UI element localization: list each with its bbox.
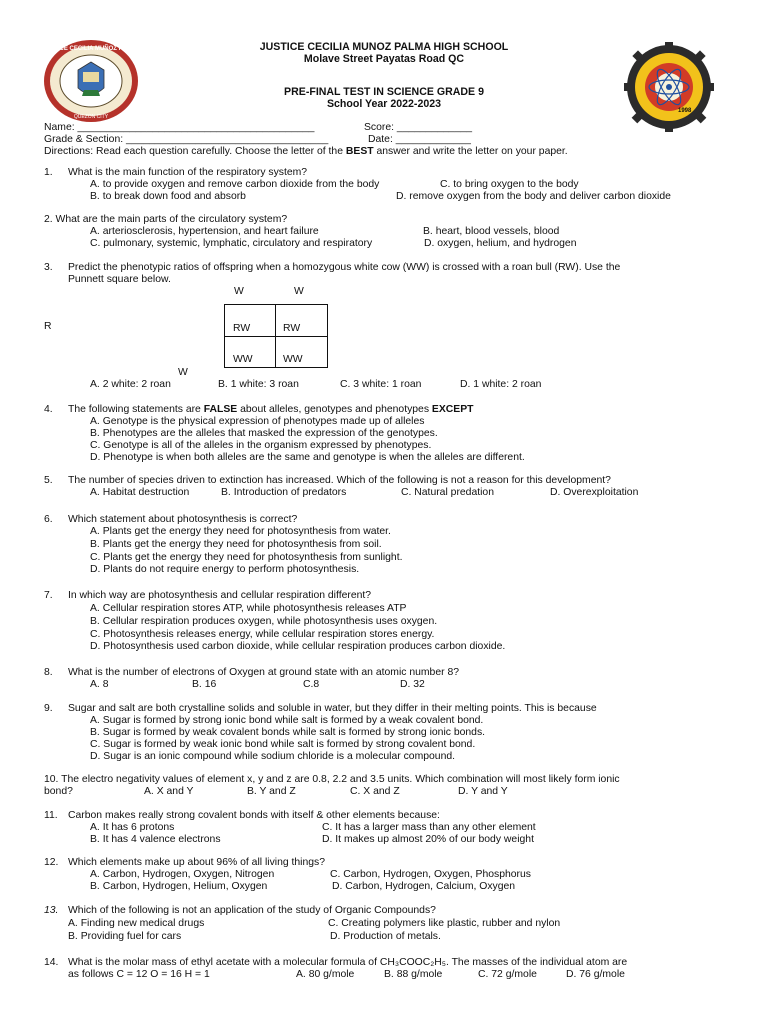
q11-option-b: B. It has 4 valence electrons (90, 834, 221, 845)
q10-question: 10. The electro negativity values of element x, y and z are 0.8, 2.2 and 3.5 units. Which combination will most likely form ionic (44, 774, 620, 785)
q9-option-c: C. Sugar is formed by weak ionic bond while salt is formed by strong covalent bond. (90, 739, 476, 750)
punnett-top-allele-2: W (294, 286, 304, 297)
q8-number: 8. (44, 667, 53, 678)
q3-number: 3. (44, 262, 53, 273)
q1-question: What is the main function of the respiratory system? (68, 167, 308, 178)
q8-option-d: D. 32 (400, 679, 425, 690)
q11-option-d: D. It makes up almost 20% of our body weight (322, 834, 534, 845)
q7-number: 7. (44, 590, 53, 601)
q14-question: What is the molar mass of ethyl acetate with a molecular formula of CH₃COOC₂H₅. The masses of the individual atom are (68, 957, 628, 968)
molecular-formula: CH₃COOC₂H₅ (379, 957, 446, 968)
q1-option-a: A. to provide oxygen and remove carbon dioxide from the body (90, 179, 380, 190)
q10-option-c: C. X and Z (350, 786, 400, 797)
q4-option-b: B. Phenotypes are the alleles that masked the expression of the genotypes. (90, 428, 438, 439)
q7-option-d: D. Photosynthesis used carbon dioxide, while cellular respiration produces carbon dioxide. (90, 641, 506, 652)
q14-option-d: D. 76 g/mole (566, 969, 625, 980)
punnett-cell: WW (283, 354, 303, 365)
q14-option-b: B. 88 g/mole (384, 969, 443, 980)
q11-option-c: C. It has a larger mass than any other element (322, 822, 536, 833)
q9-number: 9. (44, 703, 53, 714)
q2-option-c: C. pulmonary, systemic, lymphatic, circulatory and respiratory (90, 238, 373, 249)
q5-question: The number of species driven to extinction has increased. Which of the following is not a reason for this development? (68, 475, 611, 486)
q10-option-b: B. Y and Z (247, 786, 296, 797)
q8-question: What is the number of electrons of Oxygen at ground state with an atomic number 8? (68, 667, 460, 678)
q4-question: The following statements are FALSE about alleles, genotypes and phenotypes EXCEPT (68, 404, 474, 415)
q3-option-d: D. 1 white: 2 roan (460, 379, 542, 390)
q8-option-c: C.8 (303, 679, 320, 690)
punnett-cell: WW (233, 354, 253, 365)
q12-number: 12. (44, 857, 59, 868)
q13-option-a: A. Finding new medical drugs (68, 918, 205, 929)
school-address: Molave Street Payatas Road QC (303, 53, 465, 65)
q10-question-cont: bond? (44, 786, 73, 797)
q7-option-a: A. Cellular respiration stores ATP, while photosynthesis releases ATP (90, 603, 407, 614)
q11-question: Carbon makes really strong covalent bonds with itself & other elements because: (68, 810, 440, 821)
q11-option-a: A. It has 6 protons (90, 822, 175, 833)
q6-question: Which statement about photosynthesis is correct? (68, 514, 298, 525)
q5-number: 5. (44, 475, 53, 486)
svg-text:QUEZON CITY: QUEZON CITY (73, 114, 109, 120)
school-name: JUSTICE CECILIA MUNOZ PALMA HIGH SCHOOL (259, 41, 509, 53)
q2-question: 2. What are the main parts of the circulatory system? (44, 214, 288, 225)
q6-option-d: D. Plants do not require energy to perform photosynthesis. (90, 564, 360, 575)
punnett-cell: RW (233, 323, 251, 334)
q12-question: Which elements make up about 96% of all living things? (68, 857, 326, 868)
q7-option-b: B. Cellular respiration produces oxygen, while photosynthesis uses oxygen. (90, 616, 438, 627)
q11-number: 11. (44, 810, 58, 821)
test-title: PRE-FINAL TEST IN SCIENCE GRADE 9 (284, 86, 484, 98)
q12-option-c: C. Carbon, Hydrogen, Oxygen, Phosphorus (330, 869, 531, 880)
q6-option-b: B. Plants get the energy they need for photosynthesis from soil. (90, 539, 382, 550)
svg-text:1998: 1998 (678, 108, 692, 114)
q3-option-b: B. 1 white: 3 roan (218, 379, 299, 390)
school-year: School Year 2022-2023 (326, 98, 442, 110)
q2-option-b: B. heart, blood vessels, blood (423, 226, 560, 237)
q3-question-line1: Predict the phenotypic ratios of offspring when a homozygous white cow (WW) is crossed with a roan bull (RW). Use the (68, 262, 621, 273)
q7-question: In which way are photosynthesis and cellular respiration different? (68, 590, 372, 601)
q1-option-c: C. to bring oxygen to the body (440, 179, 579, 190)
grade-section-field[interactable]: Grade & Section: ___________________________________ (44, 134, 329, 145)
q8-option-b: B. 16 (192, 679, 217, 690)
q2-option-d: D. oxygen, helium, and hydrogen (424, 238, 577, 249)
svg-text:JUSTICE CECILIA MUÑOZ PALMA: JUSTICE CECILIA MUÑOZ PALMA (42, 46, 140, 52)
q5-option-c: C. Natural predation (401, 487, 494, 498)
q13-number: 13. (44, 905, 59, 916)
q10-option-d: D. Y and Y (458, 786, 508, 797)
q8-option-a: A. 8 (90, 679, 109, 690)
q1-option-b: B. to break down food and absorb (90, 191, 246, 202)
q13-option-c: C. Creating polymers like plastic, rubber and nylon (328, 918, 561, 929)
q2-option-a: A. arteriosclerosis, hypertension, and heart failure (90, 226, 319, 237)
punnett-cell: RW (283, 323, 301, 334)
q10-option-a: A. X and Y (144, 786, 194, 797)
score-field[interactable]: Score: _____________ (364, 122, 473, 133)
q14-number: 14. (44, 957, 59, 968)
name-field[interactable]: Name: _________________________________________ (44, 122, 315, 133)
q5-option-d: D. Overexploitation (550, 487, 639, 498)
date-field[interactable]: Date: _____________ (368, 134, 471, 145)
q9-option-d: D. Sugar is an ionic compound while sodium chloride is a molecular compound. (90, 751, 456, 762)
q4-option-a: A. Genotype is the physical expression of phenotypes made up of alleles (90, 416, 425, 427)
q6-number: 6. (44, 514, 53, 525)
q6-option-c: C. Plants get the energy they need for photosynthesis from sunlight. (90, 552, 403, 563)
q9-option-b: B. Sugar is formed by weak covalent bonds while salt is formed by strong ionic bonds. (90, 727, 486, 738)
q13-option-b: B. Providing fuel for cars (68, 931, 182, 942)
q3-option-a: A. 2 white: 2 roan (90, 379, 171, 390)
q5-option-a: A. Habitat destruction (90, 487, 190, 498)
q4-option-c: C. Genotype is all of the alleles in the organism expressed by phenotypes. (90, 440, 432, 451)
q5-option-b: B. Introduction of predators (221, 487, 347, 498)
punnett-top-allele-1: W (234, 286, 244, 297)
q3-question-line2: Punnett square below. (68, 274, 171, 285)
punnett-side-allele-r: R (44, 321, 52, 332)
punnett-side-allele-w: W (178, 367, 188, 378)
q12-option-b: B. Carbon, Hydrogen, Helium, Oxygen (90, 881, 268, 892)
q13-question: Which of the following is not an application of the study of Organic Compounds? (68, 905, 436, 916)
q13-option-d: D. Production of metals. (330, 931, 441, 942)
q9-option-a: A. Sugar is formed by strong ionic bond while salt is formed by a weak covalent bond. (90, 715, 484, 726)
q1-number: 1. (44, 167, 53, 178)
q14-option-c: C. 72 g/mole (478, 969, 537, 980)
q1-option-d: D. remove oxygen from the body and deliver carbon dioxide (396, 191, 671, 202)
q9-question: Sugar and salt are both crystalline solids and soluble in water, but they differ in their melting points. This is because (68, 703, 597, 714)
q4-option-d: D. Phenotype is when both alleles are the same and genotype is when the alleles are different. (90, 452, 525, 463)
q7-option-c: C. Photosynthesis releases energy, while cellular respiration stores energy. (90, 629, 435, 640)
q3-option-c: C. 3 white: 1 roan (340, 379, 422, 390)
q6-option-a: A. Plants get the energy they need for photosynthesis from water. (90, 526, 391, 537)
q12-option-d: D. Carbon, Hydrogen, Calcium, Oxygen (332, 881, 516, 892)
q14-option-a: A. 80 g/mole (296, 969, 355, 980)
directions: Directions: Read each question carefully. Choose the letter of the BEST answer and write the letter on your paper. (44, 146, 568, 157)
q4-number: 4. (44, 404, 53, 415)
q14-atomic-masses: as follows C = 12 O = 16 H = 1 (68, 969, 210, 980)
punnett-square (224, 304, 328, 368)
q12-option-a: A. Carbon, Hydrogen, Oxygen, Nitrogen (90, 869, 275, 880)
